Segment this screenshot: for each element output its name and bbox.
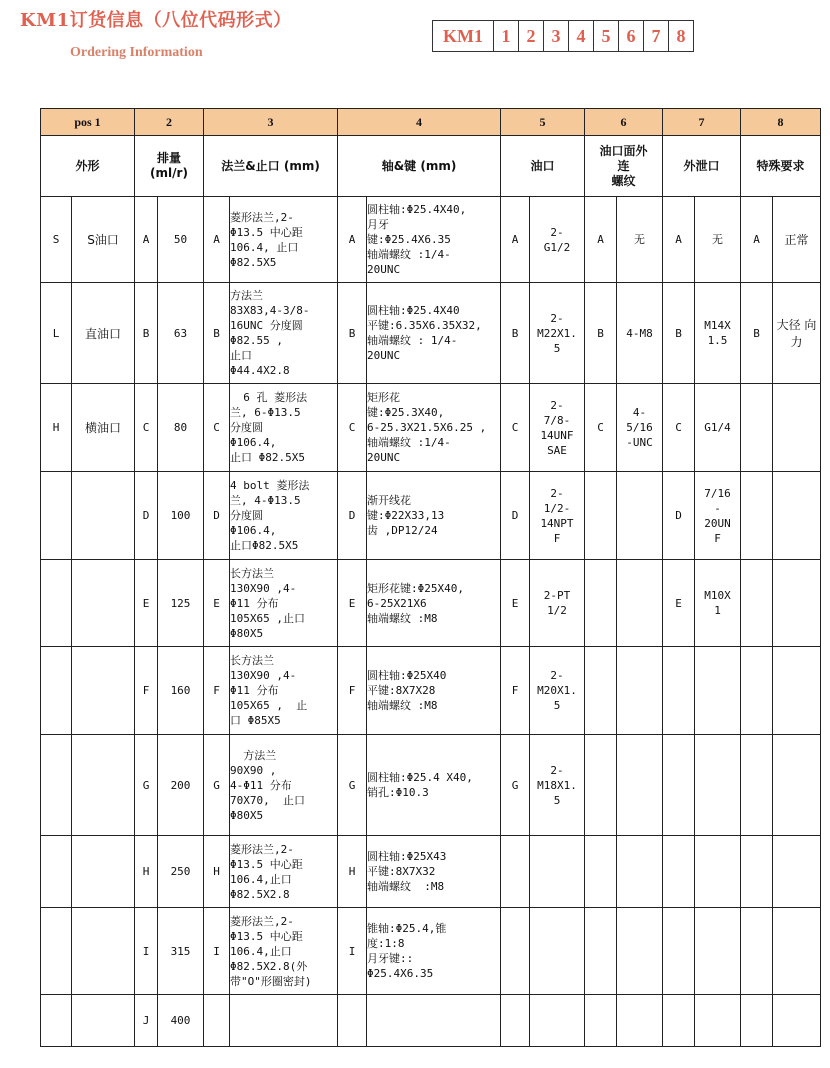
cell-e2: 无: [695, 197, 741, 283]
table-row: [41, 560, 821, 647]
header-port: 油口: [501, 136, 585, 197]
cell-e2: [695, 647, 741, 735]
code-digit-5: 5: [594, 21, 619, 52]
cell-d1: A: [135, 197, 158, 283]
cell-e1: E: [663, 560, 695, 647]
cell-k1: H: [338, 836, 367, 908]
cell-f1: A: [204, 197, 230, 283]
cell-e2: M14X 1.5: [695, 283, 741, 384]
ordering-table: [40, 108, 821, 1047]
cell-t2: [617, 995, 663, 1047]
header-port-thread: 油口面外 连 螺纹: [585, 136, 663, 197]
cell-e2: [695, 836, 741, 908]
cell-d1: H: [135, 836, 158, 908]
cell-t2: 4-M8: [617, 283, 663, 384]
cell-k2: 圆柱轴:Φ25.4X40 平键:6.35X6.35X32, 轴端螺纹 : 1/4- 20UNC: [367, 283, 501, 384]
cell-x1: [741, 384, 773, 472]
cell-f2: 菱形法兰,2- Φ13.5 中心距 106.4,止口 Φ82.5X2.8(外 带"O"形圈密封): [230, 908, 338, 995]
cell-x1: [741, 472, 773, 560]
position-header-row: [41, 109, 821, 136]
cell-k2: 渐开线花 键:Φ22X33,13 齿 ,DP12/24: [367, 472, 501, 560]
cell-s1: S: [41, 197, 72, 283]
code-digit-4: 4: [569, 21, 594, 52]
pos-5-header: 5: [501, 109, 585, 136]
cell-k1: I: [338, 908, 367, 995]
cell-t2: [617, 735, 663, 836]
cell-f2: 6 孔 菱形法 兰, 6-Φ13.5 分度圆 Φ106.4, 止口 Φ82.5X5: [230, 384, 338, 472]
cell-d1: D: [135, 472, 158, 560]
cell-x2: [773, 836, 821, 908]
code-prefix: KM1: [433, 21, 494, 52]
cell-s1: [41, 995, 72, 1047]
order-code-box: [432, 20, 694, 52]
cell-f1: B: [204, 283, 230, 384]
cell-t1: [585, 908, 617, 995]
cell-t1: B: [585, 283, 617, 384]
cell-o1: F: [501, 647, 530, 735]
cell-o1: [501, 908, 530, 995]
code-digit-2: 2: [519, 21, 544, 52]
cell-s2: [72, 647, 135, 735]
code-digit-7: 7: [644, 21, 669, 52]
pos-3-header: 3: [204, 109, 338, 136]
cell-s1: [41, 836, 72, 908]
cell-d2: 200: [158, 735, 204, 836]
header-displacement: 排量 (ml/r): [135, 136, 204, 197]
cell-t2: [617, 908, 663, 995]
cell-k2: 圆柱轴:Φ25.4 X40, 销孔:Φ10.3: [367, 735, 501, 836]
cell-k1: D: [338, 472, 367, 560]
cell-o2: 2- M18X1. 5: [530, 735, 585, 836]
cell-f2: 方法兰 83X83,4-3/8- 16UNC 分度圆 Φ82.55 , 止口 Φ44.4X2.8: [230, 283, 338, 384]
cell-x1: [741, 647, 773, 735]
cell-f2: 长方法兰 130X90 ,4- Φ11 分布 105X65 , 止 口 Φ85X5: [230, 647, 338, 735]
cell-e1: [663, 995, 695, 1047]
cell-t2: [617, 647, 663, 735]
cell-d2: 250: [158, 836, 204, 908]
cell-x1: [741, 908, 773, 995]
cell-f2: 4 bolt 菱形法 兰, 4-Φ13.5 分度圆 Φ106.4, 止口Φ82.5X5: [230, 472, 338, 560]
cell-s2: 横油口: [72, 384, 135, 472]
table-row: [41, 197, 821, 283]
cell-d2: 100: [158, 472, 204, 560]
cell-k1: F: [338, 647, 367, 735]
cell-d1: I: [135, 908, 158, 995]
cell-x1: [741, 735, 773, 836]
cell-d2: 400: [158, 995, 204, 1047]
cell-d2: 50: [158, 197, 204, 283]
code-digit-1: 1: [494, 21, 519, 52]
cell-f2: 菱形法兰,2- Φ13.5 中心距 106.4, 止口 Φ82.5X5: [230, 197, 338, 283]
cell-s2: [72, 836, 135, 908]
cell-t2: [617, 560, 663, 647]
cell-f1: F: [204, 647, 230, 735]
cell-t1: [585, 472, 617, 560]
cell-t1: [585, 560, 617, 647]
cell-s1: [41, 472, 72, 560]
cell-d2: 315: [158, 908, 204, 995]
pos-7-header: 7: [663, 109, 741, 136]
cell-o1: C: [501, 384, 530, 472]
cell-d2: 125: [158, 560, 204, 647]
cell-x2: 正常: [773, 197, 821, 283]
cell-x2: [773, 647, 821, 735]
category-header-row: [41, 136, 821, 197]
pos-8-header: 8: [741, 109, 821, 136]
cell-f1: G: [204, 735, 230, 836]
cell-o2: [530, 995, 585, 1047]
cell-s2: S油口: [72, 197, 135, 283]
cell-d2: 80: [158, 384, 204, 472]
cell-f2: [230, 995, 338, 1047]
cell-k1: [338, 995, 367, 1047]
cell-d2: 160: [158, 647, 204, 735]
cell-e2: [695, 908, 741, 995]
table-row: [41, 836, 821, 908]
cell-o1: D: [501, 472, 530, 560]
header-drain: 外泄口: [663, 136, 741, 197]
cell-o2: [530, 908, 585, 995]
cell-o1: G: [501, 735, 530, 836]
cell-x2: [773, 560, 821, 647]
cell-k1: G: [338, 735, 367, 836]
cell-s1: H: [41, 384, 72, 472]
cell-d1: B: [135, 283, 158, 384]
cell-x2: [773, 995, 821, 1047]
cell-o2: 2- 1/2- 14NPT F: [530, 472, 585, 560]
cell-e1: [663, 908, 695, 995]
cell-t2: [617, 472, 663, 560]
cell-d1: J: [135, 995, 158, 1047]
cell-k1: B: [338, 283, 367, 384]
table-row: [41, 735, 821, 836]
cell-f1: I: [204, 908, 230, 995]
cell-o1: A: [501, 197, 530, 283]
cell-x1: [741, 836, 773, 908]
cell-x2: [773, 384, 821, 472]
cell-x2: [773, 735, 821, 836]
cell-o2: 2- 7/8- 14UNF SAE: [530, 384, 585, 472]
cell-s1: [41, 647, 72, 735]
cell-o1: [501, 836, 530, 908]
cell-e1: B: [663, 283, 695, 384]
cell-s1: [41, 908, 72, 995]
cell-o2: 2- M22X1. 5: [530, 283, 585, 384]
cell-e1: [663, 836, 695, 908]
cell-f1: E: [204, 560, 230, 647]
pos-1-header: pos 1: [41, 109, 135, 136]
cell-o2: [530, 836, 585, 908]
cell-o1: B: [501, 283, 530, 384]
table-row: [41, 995, 821, 1047]
cell-f2: 方法兰 90X90 , 4-Φ11 分布 70X70, 止口 Φ80X5: [230, 735, 338, 836]
cell-k1: A: [338, 197, 367, 283]
cell-s2: [72, 735, 135, 836]
cell-x2: 大径 向力: [773, 283, 821, 384]
cell-o1: [501, 995, 530, 1047]
header-shape: 外形: [41, 136, 135, 197]
table-row: [41, 647, 821, 735]
cell-t2: 无: [617, 197, 663, 283]
cell-t1: [585, 735, 617, 836]
cell-d1: F: [135, 647, 158, 735]
cell-e2: 7/16 - 20UN F: [695, 472, 741, 560]
cell-e1: A: [663, 197, 695, 283]
cell-t1: [585, 647, 617, 735]
cell-k2: 圆柱轴:Φ25X43 平键:8X7X32 轴端螺纹 :M8: [367, 836, 501, 908]
cell-s2: [72, 995, 135, 1047]
cell-k2: 矩形花 键:Φ25.3X40, 6-25.3X21.5X6.25 , 轴端螺纹 :1/4- 20UNC: [367, 384, 501, 472]
cell-k2: 矩形花键:Φ25X40, 6-25X21X6 轴端螺纹 :M8: [367, 560, 501, 647]
cell-k1: E: [338, 560, 367, 647]
cell-f1: [204, 995, 230, 1047]
cell-k2: 锥轴:Φ25.4,锥 度:1:8 月牙键:: Φ25.4X6.35: [367, 908, 501, 995]
cell-s2: [72, 560, 135, 647]
cell-e1: [663, 647, 695, 735]
cell-x2: [773, 472, 821, 560]
header-flange: 法兰&止口 (mm): [204, 136, 338, 197]
cell-o1: E: [501, 560, 530, 647]
table-row: [41, 472, 821, 560]
cell-k2: 圆柱轴:Φ25.4X40, 月牙 键:Φ25.4X6.35 轴端螺纹 :1/4- 20UNC: [367, 197, 501, 283]
code-digit-6: 6: [619, 21, 644, 52]
cell-f2: 菱形法兰,2- Φ13.5 中心距 106.4,止口 Φ82.5X2.8: [230, 836, 338, 908]
cell-x1: A: [741, 197, 773, 283]
cell-x2: [773, 908, 821, 995]
cell-t1: [585, 995, 617, 1047]
page-title: KM1订货信息（八位代码形式）: [20, 10, 292, 31]
cell-t2: 4- 5/16 -UNC: [617, 384, 663, 472]
cell-o2: 2-PT 1/2: [530, 560, 585, 647]
cell-f1: H: [204, 836, 230, 908]
cell-s1: [41, 735, 72, 836]
table-row: [41, 908, 821, 995]
cell-t1: A: [585, 197, 617, 283]
code-digit-3: 3: [544, 21, 569, 52]
cell-k2: 圆柱轴:Φ25X40 平键:8X7X28 轴端螺纹 :M8: [367, 647, 501, 735]
table-row: [41, 384, 821, 472]
cell-t1: C: [585, 384, 617, 472]
cell-x1: [741, 995, 773, 1047]
cell-f1: C: [204, 384, 230, 472]
cell-d1: C: [135, 384, 158, 472]
cell-t1: [585, 836, 617, 908]
header-shaft: 轴&键 (mm): [338, 136, 501, 197]
cell-d1: E: [135, 560, 158, 647]
cell-k1: C: [338, 384, 367, 472]
cell-x1: B: [741, 283, 773, 384]
pos-6-header: 6: [585, 109, 663, 136]
cell-o2: 2- G1/2: [530, 197, 585, 283]
cell-o2: 2- M20X1. 5: [530, 647, 585, 735]
cell-f1: D: [204, 472, 230, 560]
cell-s1: L: [41, 283, 72, 384]
header-special: 特殊要求: [741, 136, 821, 197]
cell-d1: G: [135, 735, 158, 836]
cell-e2: G1/4: [695, 384, 741, 472]
cell-s2: 直油口: [72, 283, 135, 384]
cell-s2: [72, 908, 135, 995]
cell-x1: [741, 560, 773, 647]
cell-e2: M10X 1: [695, 560, 741, 647]
cell-e2: [695, 735, 741, 836]
cell-e1: [663, 735, 695, 836]
cell-f2: 长方法兰 130X90 ,4- Φ11 分布 105X65 ,止口 Φ80X5: [230, 560, 338, 647]
cell-s1: [41, 560, 72, 647]
cell-k2: [367, 995, 501, 1047]
pos-2-header: 2: [135, 109, 204, 136]
cell-e1: D: [663, 472, 695, 560]
table-row: [41, 283, 821, 384]
cell-e1: C: [663, 384, 695, 472]
cell-d2: 63: [158, 283, 204, 384]
page-subtitle: Ordering Information: [70, 45, 203, 60]
code-digit-8: 8: [669, 21, 694, 52]
cell-e2: [695, 995, 741, 1047]
cell-s2: [72, 472, 135, 560]
pos-4-header: 4: [338, 109, 501, 136]
cell-t2: [617, 836, 663, 908]
